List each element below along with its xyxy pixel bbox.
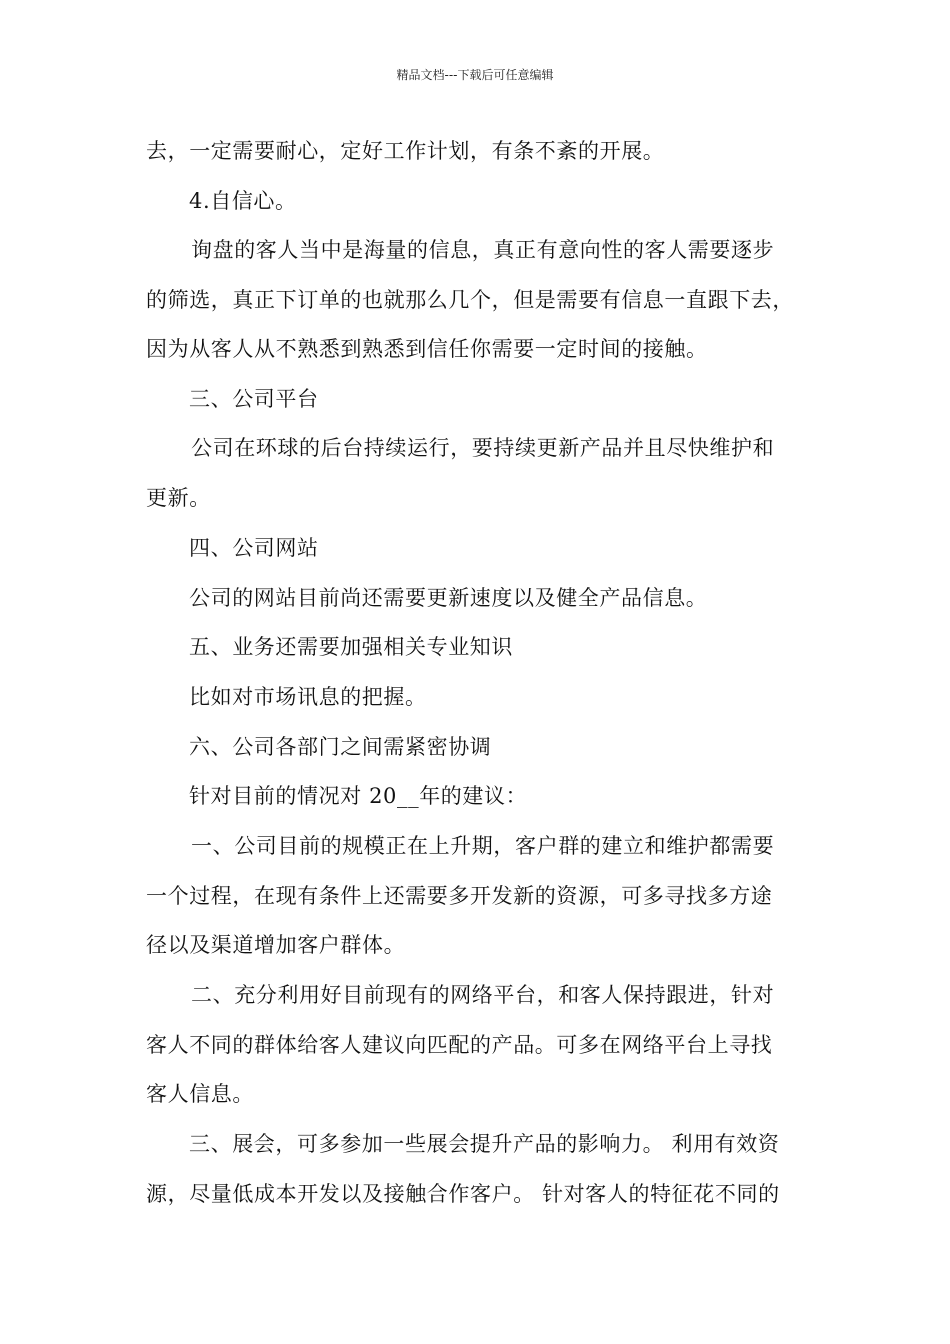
body-line: 客人不同的群体给客人建议向匹配的产品。可多在网络平台上寻找 [146,1033,773,1057]
section-heading: 五、业务还需要加强相关专业知识 [189,635,513,659]
body-line: 一、公司目前的规模正在上升期，客户群的建立和维护都需要 [191,834,775,858]
body-line: 三、展会，可多参加一些展会提升产品的影响力。 利用有效资 [189,1132,780,1156]
body-line: 公司在环球的后台持续运行，要持续更新产品并且尽快维护和 [191,436,775,460]
body-line: 径以及渠道增加客户群体。 [146,933,406,957]
section-heading: 三、公司平台 [189,387,319,411]
body-line: 去，一定需要耐心，定好工作计划，有条不紊的开展。 [146,139,665,163]
body-line: 客人信息。 [146,1082,254,1106]
body-line: 源，尽量低成本开发以及接触合作客户。 针对客人的特征花不同的 [146,1182,780,1206]
list-item-heading: 4.自信心。 [189,189,297,213]
body-line: 更新。 [146,486,211,510]
section-heading: 四、公司网站 [189,536,319,560]
body-line: 二、充分利用好目前现有的网络平台，和客人保持跟进，针对 [191,983,775,1007]
page-header: 精品文档---下载后可任意编辑 [396,68,554,82]
body-line: 因为从客人从不熟悉到熟悉到信任你需要一定时间的接触。 [146,337,708,361]
body-line: 针对目前的情况对 20__年的建议： [189,784,528,808]
body-line: 比如对市场讯息的把握。 [189,685,427,709]
body-line: 公司的网站目前尚还需要更新速度以及健全产品信息。 [189,586,708,610]
body-line: 询盘的客人当中是海量的信息，真正有意向性的客人需要逐步 [191,238,775,262]
section-heading: 六、公司各部门之间需紧密协调 [189,735,492,759]
body-line: 的筛选，真正下订单的也就那么几个，但是需要有信息一直跟下去， [146,288,794,312]
body-line: 一个过程，在现有条件上还需要多开发新的资源，可多寻找多方途 [146,884,773,908]
